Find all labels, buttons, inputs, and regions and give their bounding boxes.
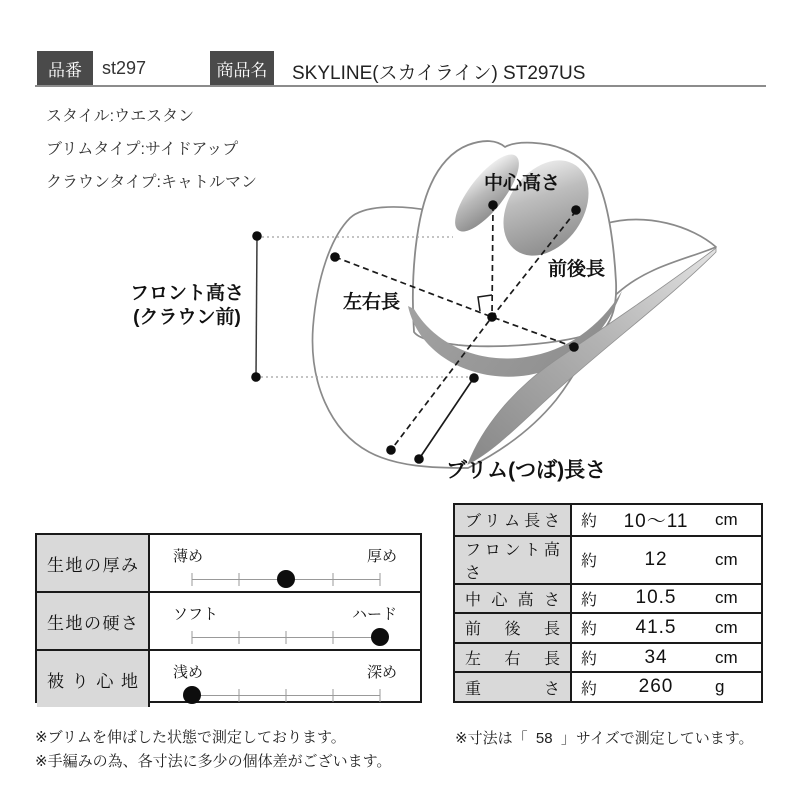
scale-min-label: 浅め <box>173 664 204 681</box>
size-number: 34 <box>644 646 668 668</box>
header-divider <box>35 85 766 87</box>
label-front-height-2: (クラウン前) <box>133 307 241 328</box>
size-number: 41.5 <box>635 616 677 638</box>
slider-dot <box>183 686 201 704</box>
size-number: 12 <box>644 548 668 570</box>
size-unit: cm <box>715 588 738 608</box>
note-size-basis: ※寸法は「 58 」サイズで測定しています。 <box>455 730 754 747</box>
size-unit: cm <box>715 549 738 569</box>
spec-brim-type: ブリムタイプ:サイドアップ <box>46 141 239 158</box>
feature-label-thickness: 生地の厚み <box>37 535 150 591</box>
note-measurement: ※ブリムを伸ばした状態で測定しております。 <box>35 729 346 746</box>
feature-scale-stiffness <box>150 593 420 649</box>
spec-style: スタイル:ウエスタン <box>46 108 195 125</box>
size-value-weight <box>572 673 761 701</box>
size-value-center-height <box>572 585 761 613</box>
size-value-front-back <box>572 614 761 642</box>
approx-prefix: 約 <box>581 680 598 698</box>
size-label-front-height: フロント高さ <box>455 537 572 583</box>
approx-prefix: 約 <box>581 651 598 669</box>
feature-label-fit: 被り心地 <box>37 651 150 707</box>
size-value-left-right <box>572 644 761 672</box>
table-row <box>37 591 420 649</box>
approx-prefix: 約 <box>581 621 598 639</box>
product-name-value: SKYLINE(スカイライン) ST297US <box>292 63 586 84</box>
table-row <box>455 671 761 701</box>
approx-prefix: 約 <box>581 553 598 571</box>
scale-min-label: 薄め <box>173 548 204 565</box>
size-label-brim: ブリム長さ <box>455 505 572 535</box>
label-brim-length: ブリム(つば)長さ <box>446 459 607 482</box>
size-number: 260 <box>638 676 674 698</box>
size-number: 10.5 <box>635 587 677 609</box>
approx-prefix: 約 <box>581 591 598 609</box>
item-number-value: st297 <box>102 58 147 78</box>
slider-dot <box>371 628 389 646</box>
size-table <box>453 503 763 703</box>
spec-crown-type: クラウンタイプ:キャトルマン <box>46 174 258 191</box>
front-height-line <box>256 236 257 377</box>
size-label-center-height: 中心高さ <box>455 585 572 613</box>
thickness-slider <box>192 569 380 591</box>
size-unit: g <box>715 677 725 697</box>
table-row <box>455 642 761 672</box>
table-row <box>455 535 761 583</box>
table-row <box>455 583 761 613</box>
slider-dot <box>277 570 295 588</box>
size-unit: cm <box>715 617 738 637</box>
feature-scale-fit <box>150 651 420 707</box>
table-row <box>37 649 420 707</box>
size-unit: cm <box>715 647 738 667</box>
stiffness-slider <box>192 627 380 649</box>
scale-max-label: ハード <box>351 606 397 623</box>
approx-prefix: 約 <box>581 513 598 531</box>
hat-measurement-diagram <box>0 130 800 500</box>
label-center-height: 中心高さ <box>484 173 561 194</box>
item-number-label: 品番 <box>37 51 93 85</box>
size-unit: cm <box>715 509 738 529</box>
size-value-brim <box>572 505 761 535</box>
feature-label-stiffness: 生地の硬さ <box>37 593 150 649</box>
size-value-front-height <box>572 537 761 583</box>
size-label-left-right: 左右長 <box>455 644 572 672</box>
table-row <box>37 535 420 591</box>
size-number: 10〜11 <box>623 511 689 533</box>
label-front-back-length: 前後長 <box>548 259 606 280</box>
fabric-feature-table <box>35 533 422 703</box>
table-row <box>455 612 761 642</box>
scale-max-label: 深め <box>366 664 397 681</box>
table-row <box>455 505 761 535</box>
product-name-label: 商品名 <box>210 51 274 85</box>
scale-max-label: 厚め <box>366 548 397 565</box>
note-handmade: ※手編みの為、各寸法に多少の個体差がございます。 <box>35 753 392 770</box>
fit-slider <box>192 685 380 707</box>
label-left-right-length: 左右長 <box>343 292 401 313</box>
feature-scale-thickness <box>150 535 420 591</box>
label-front-height-1: フロント高さ <box>129 283 245 304</box>
scale-min-label: ソフト <box>173 606 219 623</box>
size-label-front-back: 前後長 <box>455 614 572 642</box>
size-label-weight: 重さ <box>455 673 572 701</box>
